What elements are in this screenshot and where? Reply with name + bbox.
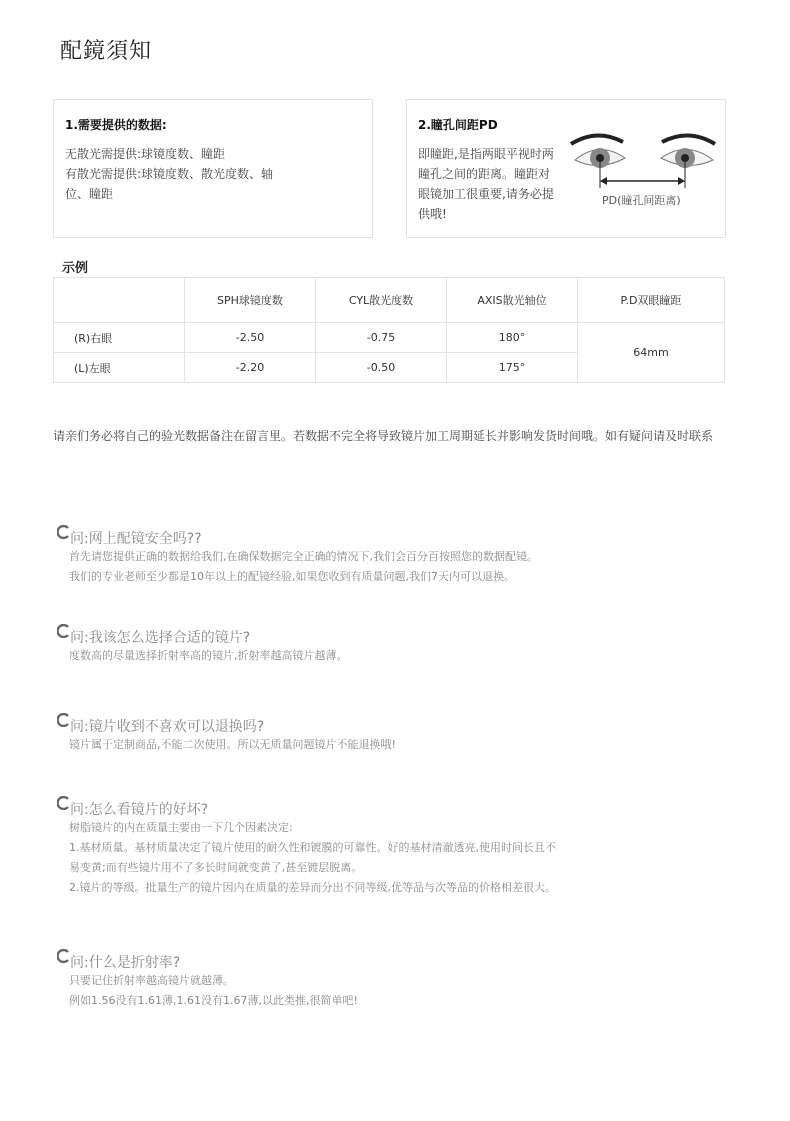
table-header-cell: P.D双眼瞳距 (578, 278, 725, 323)
table-cell: (R)右眼 (54, 323, 185, 353)
faq-answer-line: 镜片属于定制商品,不能二次使用。所以无质量问题镜片不能退换哦! (69, 738, 396, 751)
faq-answer (69, 547, 657, 587)
faq-item (57, 796, 657, 898)
faq-answer (69, 818, 657, 898)
table-row (54, 323, 725, 353)
question-icon (57, 713, 71, 727)
pd-box (406, 99, 726, 238)
table-cell: -2.50 (185, 323, 316, 353)
faq-answer-line: 1.基材质量。基材质量决定了镜片使用的耐久性和镀膜的可靠性。好的基材清澈透亮,使用时间长且不 (69, 841, 556, 854)
faq-answer-line: 例如1.56没有1.61薄,1.61没有1.67薄,以此类推,很简单吧! (69, 994, 358, 1007)
faq-question: 问:镜片收到不喜欢可以退换吗? (70, 719, 265, 735)
table-cell: -2.20 (185, 353, 316, 383)
data-note: 请亲们务必将自己的验光数据备注在留言里。若数据不完全将导致镜片加工周期延长并影响发货时间哦。如有疑问请及时联系 (53, 429, 714, 443)
faq-question: 问:怎么看镜片的好坏? (70, 802, 209, 818)
table-cell: (L)左眼 (54, 353, 185, 383)
table-cell: 175° (447, 353, 578, 383)
faq-answer-line: 只要记住折射率越高镜片就越薄。 (69, 974, 234, 987)
pd-heading: 2.瞳孔间距PD (418, 118, 498, 132)
table-cell: -0.75 (316, 323, 447, 353)
page-title: 配鏡須知 (60, 39, 153, 64)
faq-answer-line: 2.镜片的等级。批量生产的镜片因内在质量的差异而分出不同等级,优等品与次等品的价格相差很大。 (69, 881, 556, 894)
prescription-table (53, 277, 725, 383)
table-header-cell: CYL散光度数 (316, 278, 447, 323)
required-data-body (65, 144, 290, 204)
table-header-row (54, 278, 725, 323)
question-icon (57, 949, 71, 963)
faq-answer-line: 树脂镜片的内在质量主要由一下几个因素决定: (69, 821, 293, 834)
faq-item (57, 949, 657, 1011)
faq-question: 问:什么是折射率? (70, 955, 181, 971)
pd-description: 即瞳距,是指两眼平视时两瞳孔之间的距离。瞳距对眼镜加工很重要,请务必提供哦! (418, 147, 554, 221)
faq-answer-line: 我们的专业老师至少都是10年以上的配镜经验,如果您收到有质量问题,我们7天内可以退换。 (69, 570, 515, 583)
faq-answer-line: 易变黄;而有些镜片用不了多长时间就变黄了,甚至镀层脱离。 (69, 861, 363, 874)
faq-answer-line: 度数高的尽量选择折射率高的镜片,折射率越高镜片越薄。 (69, 649, 348, 662)
example-label: 示例 (62, 261, 89, 276)
faq-answer (69, 646, 657, 666)
faq-item (57, 624, 657, 666)
table-header-cell: SPH球镜度数 (185, 278, 316, 323)
table-cell: 180° (447, 323, 578, 353)
table-header-cell: AXIS散光轴位 (447, 278, 578, 323)
question-icon (57, 525, 71, 539)
faq-item (57, 713, 657, 755)
faq-question: 问:我该怎么选择合适的镜片? (70, 630, 251, 646)
question-icon (57, 796, 71, 810)
required-data-box (53, 99, 373, 238)
table-header-cell (54, 278, 185, 323)
required-data-heading: 1.需要提供的数据: (65, 118, 167, 132)
faq-answer (69, 735, 657, 755)
table-cell-pd: 64mm (578, 323, 725, 383)
no-astigmatism-line: 无散光需提供:球镜度数、瞳距 (65, 147, 226, 161)
faq-item (57, 525, 657, 587)
faq-answer (69, 971, 657, 1011)
pd-label: PD(瞳孔间距离) (602, 194, 681, 207)
table-cell: -0.50 (316, 353, 447, 383)
faq-answer-line: 首先请您提供正确的数据给我们,在确保数据完全正确的情况下,我们会百分百按照您的数据配镜。 (69, 550, 538, 563)
faq-question: 问:网上配镜安全吗?? (70, 531, 202, 547)
astigmatism-line: 有散光需提供:球镜度数、散光度数、轴位、瞳距 (65, 167, 274, 201)
question-icon (57, 624, 71, 638)
